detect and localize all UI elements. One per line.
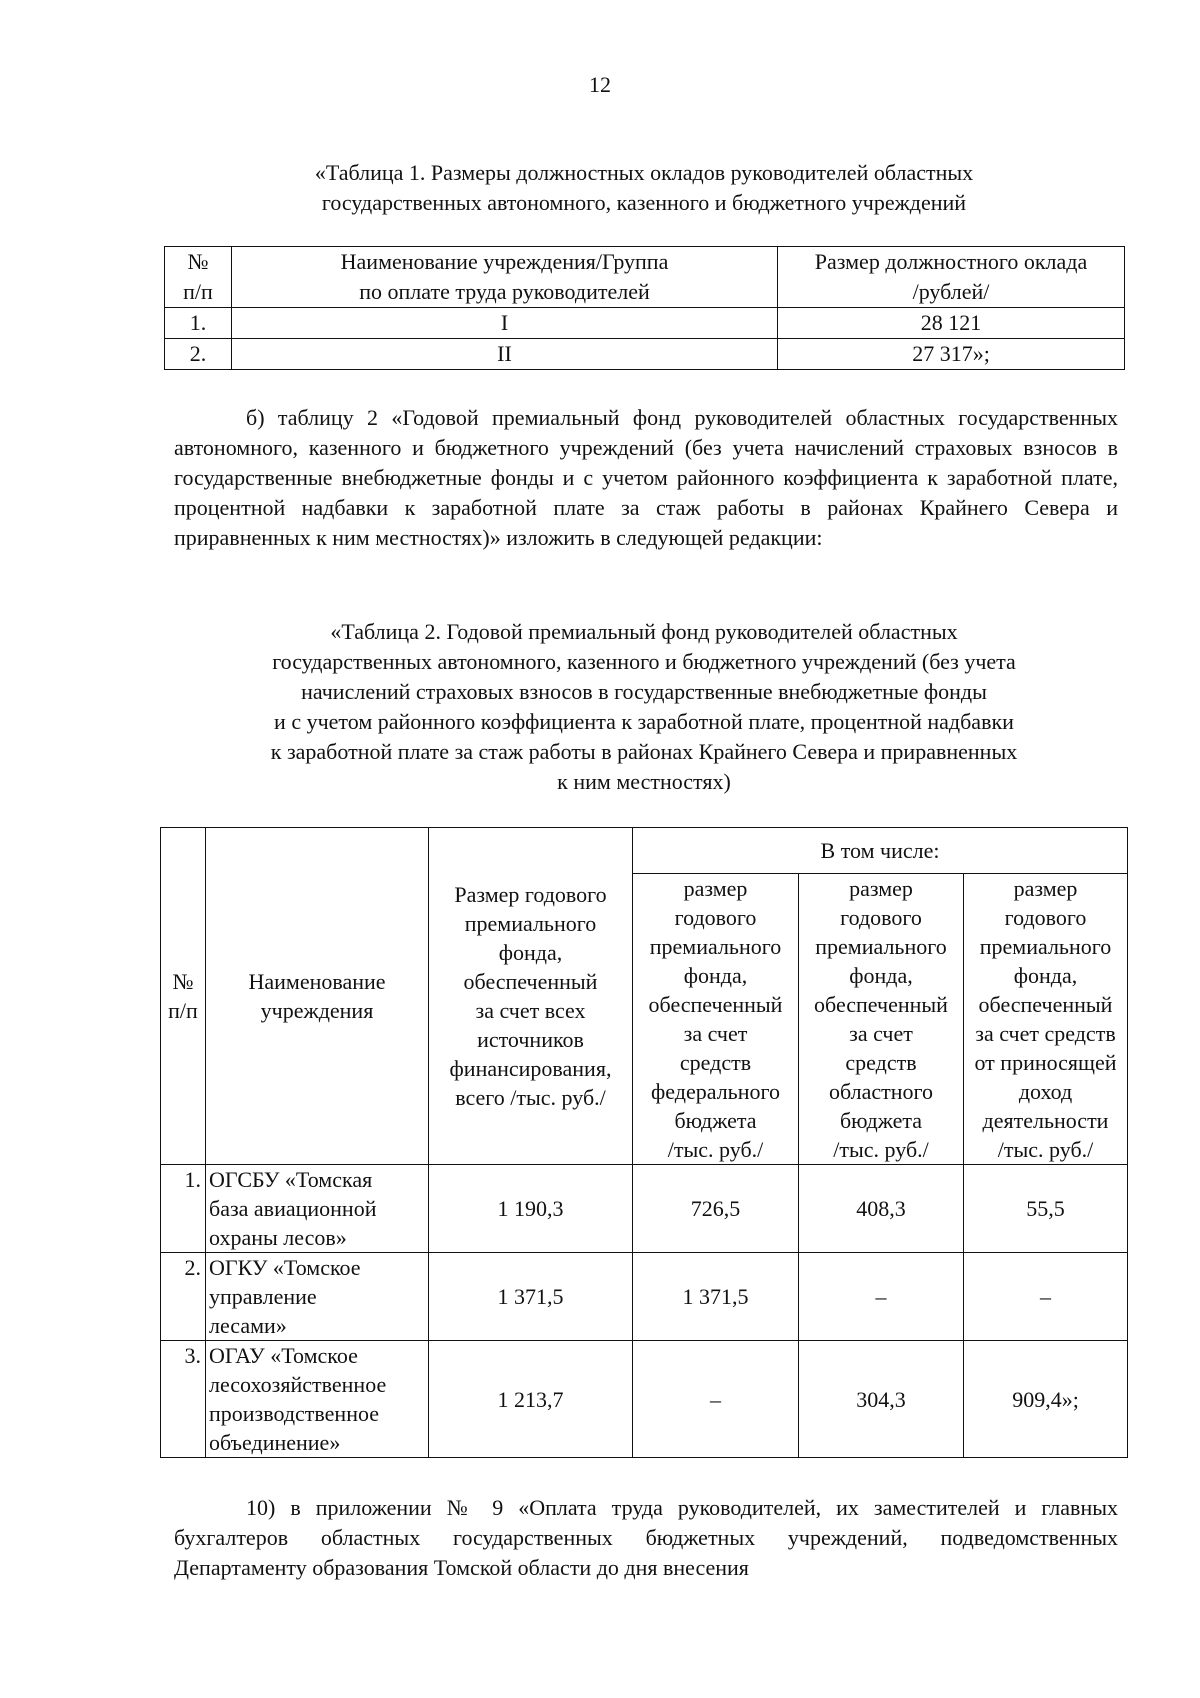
table2-header-total xyxy=(429,828,633,1165)
total-fund-cell: 1 190,3 xyxy=(429,1165,633,1253)
table1-title xyxy=(164,158,1124,218)
header-text: № xyxy=(187,249,209,274)
table2-header-name xyxy=(206,828,429,1165)
regional-fund-cell: – xyxy=(799,1253,964,1341)
header-text: областного xyxy=(828,1079,934,1104)
header-text: финансирования, xyxy=(449,1056,612,1081)
paragraph-text: б) таблицу 2 «Годовой премиальный фонд руководителей областных государственных автономного, казенного и бюджетного учреждений (без учета начислений страховых взносов в государственные внебюджетные фонды и с учетом районного коэффициента к заработной плате, процентной надбавки к заработной плате за стаж работы в районах Крайнего Севера и приравненных к ним местностях)» изложить в следующей редакции: xyxy=(174,405,1118,550)
table1-title-line: «Таблица 1. Размеры должностных окладов руководителей областных xyxy=(314,160,974,185)
header-text: премиального xyxy=(979,934,1112,959)
header-text: учреждения xyxy=(260,998,374,1023)
header-text: за счет средств xyxy=(975,1021,1116,1046)
header-text: Размер годового xyxy=(454,882,607,907)
header-text: Наименование учреждения/Группа xyxy=(340,249,669,274)
row-number: 3. xyxy=(161,1341,206,1458)
table2-title xyxy=(164,617,1124,797)
salary-table xyxy=(164,246,1125,370)
header-text: деятельности xyxy=(982,1108,1109,1133)
table2-header-federal xyxy=(633,874,799,1165)
header-text: /тыс. руб./ xyxy=(667,1137,764,1162)
federal-fund-cell: – xyxy=(633,1341,799,1458)
row-number: 1. xyxy=(161,1165,206,1253)
table2-header-row xyxy=(161,828,1128,874)
header-text: размер xyxy=(1013,876,1078,901)
header-text: фонда, xyxy=(849,963,913,988)
income-fund-cell: – xyxy=(964,1253,1128,1341)
name-line: база авиационной xyxy=(209,1196,377,1221)
header-text: размер xyxy=(683,876,748,901)
header-text: п/п xyxy=(168,998,198,1023)
table-row xyxy=(165,339,1125,370)
paragraph-10 xyxy=(174,1493,1118,1583)
table-row xyxy=(161,1165,1128,1253)
table-row xyxy=(165,308,1125,339)
header-text: годового xyxy=(1004,905,1087,930)
table2-header-including: В том числе: xyxy=(633,828,1128,874)
table-row xyxy=(161,1341,1128,1458)
row-number: 2. xyxy=(161,1253,206,1341)
name-line: лесохозяйственное xyxy=(209,1372,387,1397)
regional-fund-cell: 408,3 xyxy=(799,1165,964,1253)
regional-fund-cell: 304,3 xyxy=(799,1341,964,1458)
header-text: размер xyxy=(849,876,913,901)
table-row xyxy=(161,1253,1128,1341)
header-text: федерального xyxy=(651,1079,780,1104)
income-fund-cell: 909,4»; xyxy=(964,1341,1128,1458)
table1-header-row xyxy=(165,247,1125,308)
header-text: годового xyxy=(840,905,922,930)
table1-header-num xyxy=(165,247,232,308)
header-text: Наименование xyxy=(248,969,386,994)
name-line: лесами» xyxy=(209,1313,287,1338)
total-fund-cell: 1 371,5 xyxy=(429,1253,633,1341)
header-text: фонда, xyxy=(1013,963,1078,988)
group-cell: II xyxy=(232,339,778,370)
page-number: 12 xyxy=(589,72,611,97)
row-number: 2. xyxy=(165,339,232,370)
header-text: премиального xyxy=(464,911,597,936)
header-text: Размер должностного оклада xyxy=(814,249,1088,274)
salary-cell: 27 317»; xyxy=(778,339,1125,370)
bonus-fund-table xyxy=(160,827,1128,1458)
paragraph-b xyxy=(174,403,1118,553)
paragraph-text: 10) в приложении № 9 «Оплата труда руководителей, их заместителей и главных бухгалтеров областных государственных бюджетных учреждений, подведомственных Департаменту образования Томской области до дня внесения xyxy=(174,1495,1118,1580)
federal-fund-cell: 726,5 xyxy=(633,1165,799,1253)
header-text: фонда, xyxy=(498,940,563,965)
table2-title-line: и с учетом районного коэффициента к заработной плате, процентной надбавки xyxy=(274,709,1014,734)
row-number: 1. xyxy=(165,308,232,339)
group-cell: I xyxy=(232,308,778,339)
table2-header-income xyxy=(964,874,1128,1165)
header-text: /рублей/ xyxy=(912,279,990,304)
header-text: обеспеченный xyxy=(648,992,783,1017)
table1-title-line: государственных автономного, казенного и бюджетного учреждений xyxy=(321,190,967,215)
institution-name xyxy=(206,1341,429,1458)
institution-name xyxy=(206,1165,429,1253)
income-fund-cell: 55,5 xyxy=(964,1165,1128,1253)
name-line: объединение» xyxy=(209,1430,341,1455)
name-line: охраны лесов» xyxy=(209,1225,347,1250)
header-text: фонда, xyxy=(683,963,748,988)
name-line: ОГСБУ «Томская xyxy=(209,1167,373,1192)
table2-header-regional xyxy=(799,874,964,1165)
institution-name xyxy=(206,1253,429,1341)
header-text: обеспеченный xyxy=(978,992,1113,1017)
table2-title-line: начислений страховых взносов в государственные внебюджетные фонды xyxy=(301,679,987,704)
header-text: премиального xyxy=(649,934,782,959)
header-text: источников xyxy=(477,1027,584,1052)
total-fund-cell: 1 213,7 xyxy=(429,1341,633,1458)
name-line: производственное xyxy=(209,1401,380,1426)
header-text: бюджета xyxy=(839,1108,923,1133)
table2-header-num xyxy=(161,828,206,1165)
header-text: № xyxy=(172,969,194,994)
table2-title-line: к заработной плате за стаж работы в районах Крайнего Севера и приравненных xyxy=(270,739,1018,764)
table1-header-group xyxy=(232,247,778,308)
name-line: управление xyxy=(209,1284,317,1309)
header-text: за счет xyxy=(849,1021,913,1046)
header-text: премиального xyxy=(815,934,947,959)
table2-title-line: к ним местностях) xyxy=(557,769,731,794)
header-text: годового xyxy=(674,905,757,930)
header-text: /тыс. руб./ xyxy=(997,1137,1094,1162)
header-text: средств xyxy=(679,1050,752,1075)
header-text: обеспеченный xyxy=(463,969,598,994)
header-text: п/п xyxy=(183,279,213,304)
header-text: бюджета xyxy=(674,1108,757,1133)
name-line: ОГАУ «Томское xyxy=(209,1343,358,1368)
header-text: средств xyxy=(845,1050,917,1075)
header-text: обеспеченный xyxy=(814,992,948,1017)
federal-fund-cell: 1 371,5 xyxy=(633,1253,799,1341)
header-text: /тыс. руб./ xyxy=(833,1137,929,1162)
header-text: за счет xyxy=(683,1021,748,1046)
header-text: по оплате труда руководителей xyxy=(359,279,650,304)
header-text: от приносящей xyxy=(974,1050,1117,1075)
name-line: ОГКУ «Томское xyxy=(209,1255,361,1280)
header-text: за счет всех xyxy=(475,998,586,1023)
header-text: всего /тыс. руб./ xyxy=(455,1085,606,1110)
header-text: доход xyxy=(1018,1079,1073,1104)
table1-header-salary xyxy=(778,247,1125,308)
salary-cell: 28 121 xyxy=(778,308,1125,339)
table2-title-line: государственных автономного, казенного и бюджетного учреждений (без учета xyxy=(272,649,1016,674)
table2-title-line: «Таблица 2. Годовой премиальный фонд руководителей областных xyxy=(330,619,958,644)
